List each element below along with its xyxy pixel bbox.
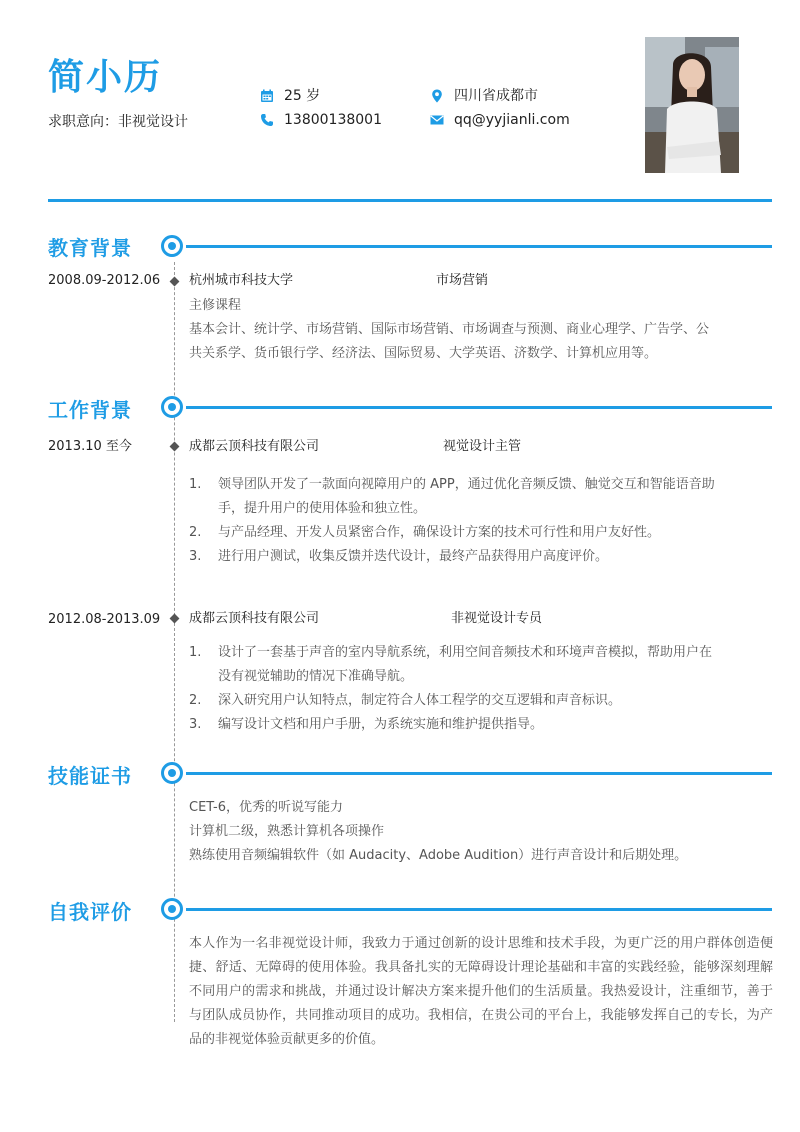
info-email bbox=[430, 110, 570, 130]
list-item: 1. 设计了一套基于声音的室内导航系统，利用空间音频技术和环境声音模拟，帮助用户在 没有视觉辅助的情况下准确导航。 bbox=[189, 645, 713, 684]
info-age bbox=[260, 86, 320, 106]
education-date: 2008.09-2012.06 bbox=[48, 273, 161, 288]
timeline-diamond bbox=[170, 277, 180, 287]
list-item: 3. 进行用户测试，收集反馈并迭代设计，最终产品获得用户高度评价。 bbox=[189, 549, 609, 564]
profile-photo bbox=[645, 37, 739, 173]
location-text: 四川省成都市 bbox=[454, 88, 538, 104]
calendar-icon bbox=[260, 89, 274, 103]
skill-item: 计算机二级，熟悉计算机各项操作 bbox=[189, 824, 385, 839]
skill-item: 熟练使用音频编辑软件（如 Audacity、Adobe Audition）进行声音设计和后期处理。 bbox=[189, 848, 688, 863]
section-title-work: 工作背景 bbox=[48, 398, 132, 422]
age-text: 25 岁 bbox=[284, 88, 321, 104]
section-divider bbox=[186, 245, 772, 248]
company-name: 成都云顶科技有限公司 bbox=[189, 611, 320, 626]
timeline-diamond bbox=[170, 614, 180, 624]
list-item: 3. 编写设计文档和用户手册，为系统实施和维护提供指导。 bbox=[189, 717, 544, 732]
section-marker bbox=[161, 235, 183, 257]
job-position: 非视觉设计专员 bbox=[451, 611, 543, 626]
list-item: 2. 与产品经理、开发人员紧密合作，确保设计方案的技术可行性和用户友好性。 bbox=[189, 525, 661, 540]
section-title-self: 自我评价 bbox=[48, 900, 132, 924]
company-name: 成都云顶科技有限公司 bbox=[189, 439, 320, 454]
info-phone bbox=[260, 110, 382, 130]
major: 市场营销 bbox=[436, 273, 489, 288]
section-marker bbox=[161, 396, 183, 418]
timeline-diamond bbox=[170, 442, 180, 452]
section-divider bbox=[186, 908, 772, 911]
section-divider bbox=[186, 772, 772, 775]
job-intent: 求职意向：非视觉设计 bbox=[48, 114, 188, 130]
job-date: 2012.08-2013.09 bbox=[48, 612, 161, 627]
phone-text: 13800138001 bbox=[284, 112, 382, 128]
courses-line: 基本会计、统计学、市场营销、国际市场营销、市场调查与预测、商业心理学、广告学、公 bbox=[189, 322, 710, 337]
courses-line: 共关系学、货币银行学、经济法、国际贸易、大学英语、济数学、计算机应用等。 bbox=[189, 346, 658, 361]
location-pin-icon bbox=[430, 89, 444, 103]
section-title-education: 教育背景 bbox=[48, 236, 132, 260]
list-item: 2. 深入研究用户认知特点，制定符合人体工程学的交互逻辑和声音标识。 bbox=[189, 693, 622, 708]
list-item: 1. 领导团队开发了一款面向视障用户的 APP，通过优化音频反馈、触觉交互和智能语音助 手，提升用户的使用体验和独立性。 bbox=[189, 477, 715, 516]
job-duties bbox=[189, 473, 773, 569]
job-position: 视觉设计主管 bbox=[443, 439, 522, 454]
email-text: qq@yyjianli.com bbox=[454, 112, 570, 128]
section-divider bbox=[186, 406, 772, 409]
header-divider bbox=[48, 199, 772, 202]
section-marker bbox=[161, 898, 183, 920]
job-duties bbox=[189, 641, 773, 737]
mail-icon bbox=[430, 113, 444, 127]
job-date: 2013.10 至今 bbox=[48, 439, 132, 454]
skill-item: CET-6，优秀的听说写能力 bbox=[189, 800, 344, 815]
info-location bbox=[430, 86, 538, 106]
phone-icon bbox=[260, 113, 274, 127]
section-title-skills: 技能证书 bbox=[48, 764, 132, 788]
courses-label: 主修课程 bbox=[189, 298, 242, 313]
self-evaluation-text: 本人作为一名非视觉设计师，我致力于通过创新的设计思维和技术手段，为更广泛的用户群体创造便捷、舒适、无障碍的使用体验。我具备扎实的无障碍设计理论基础和丰富的实践经验，能够深刻理解不同用户的需求和挑战，并通过设计解决方案来提升他们的生活质量。我热爱设计，注重细节，善于与团队成员协作，共同推动项目的成功。我相信，在贵公司的平台上，我能够发挥自己的专长，为产品的非视觉体验贡献更多的价值。 bbox=[189, 936, 773, 1047]
section-marker bbox=[161, 762, 183, 784]
school-name: 杭州城市科技大学 bbox=[189, 273, 294, 288]
resume-name: 简小历 bbox=[48, 57, 163, 98]
